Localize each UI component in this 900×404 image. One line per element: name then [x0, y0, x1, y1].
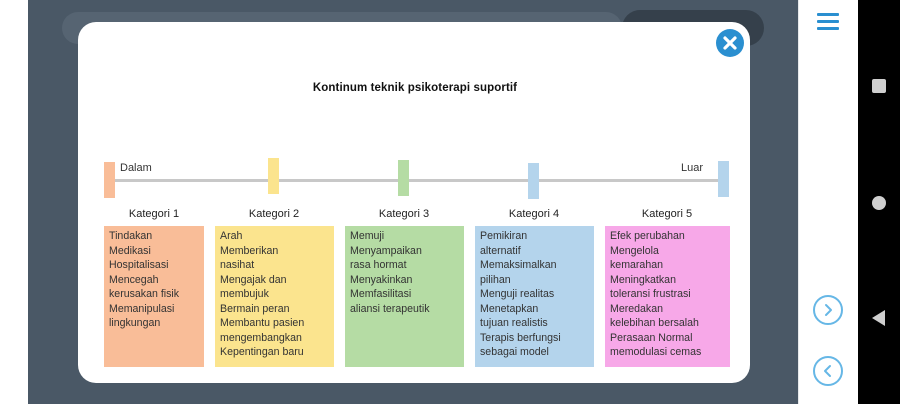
category-1-title: Kategori 1	[128, 208, 180, 220]
continuum-marker-3	[398, 160, 409, 196]
continuum-line	[110, 179, 722, 182]
category-3-item: Memfasilitasi	[350, 288, 412, 300]
category-1-item: lingkungan	[109, 317, 161, 329]
right-sidebar	[798, 0, 858, 404]
continuum-right-label: Luar	[681, 162, 704, 174]
category-1-item: Memanipulasi	[109, 302, 175, 315]
category-5-item: Meredakan	[610, 302, 663, 315]
category-4-item: Menetapkan	[480, 302, 539, 315]
previous-button[interactable]	[813, 356, 843, 386]
chevron-left-icon	[821, 364, 835, 378]
category-3-item: Menyampaikan	[350, 244, 422, 257]
category-3-item: Menyakinkan	[350, 273, 413, 286]
category-4-box	[475, 226, 594, 367]
home-icon[interactable]	[872, 196, 886, 210]
category-3-item: aliansi terapeutik	[350, 302, 430, 315]
hamburger-menu-icon[interactable]	[817, 13, 839, 33]
chevron-right-icon	[821, 303, 835, 317]
category-2-item: mengembangkan	[220, 331, 302, 344]
continuum-marker-1	[104, 162, 115, 198]
category-4-item: tujuan realistis	[480, 317, 548, 329]
continuum-marker-2	[268, 158, 279, 194]
continuum-marker-4	[528, 163, 539, 199]
category-2-item: Kepentingan baru	[220, 346, 304, 358]
close-icon	[716, 29, 744, 57]
category-4-item: Pemikiran	[480, 230, 528, 242]
category-1-item: Medikasi	[109, 244, 151, 257]
continuum-left-label: Dalam	[120, 162, 152, 174]
category-1-item: Hospitalisasi	[109, 259, 169, 271]
left-margin	[0, 0, 28, 404]
category-4-item: alternatif	[480, 244, 521, 257]
category-3-title: Kategori 3	[378, 208, 430, 220]
category-5-item: Meningkatkan	[610, 273, 676, 286]
category-5-item: memodulasi cemas	[610, 346, 702, 358]
close-button[interactable]	[716, 29, 744, 57]
diagram-title: Kontinum teknik psikoterapi suportif	[312, 82, 518, 94]
category-2-box	[215, 226, 334, 367]
category-5-item: kelebihan bersalah	[610, 317, 699, 329]
category-3-item: Memuji	[350, 230, 385, 242]
category-5-box	[605, 226, 730, 367]
category-3-box	[345, 226, 464, 367]
category-5-item: kemarahan	[610, 259, 663, 271]
category-4-item: Memaksimalkan	[480, 259, 557, 271]
category-2-item: Mengajak dan	[220, 273, 287, 286]
category-5-item: Perasaan Normal	[610, 331, 693, 344]
category-2-item: Bermain peran	[220, 302, 290, 315]
back-icon[interactable]	[872, 310, 885, 326]
category-2-item: Membantu pasien	[220, 317, 305, 329]
category-2-item: Memberikan	[220, 244, 279, 257]
category-2-item: membujuk	[220, 288, 269, 300]
category-5-item: Mengelola	[610, 244, 659, 257]
category-4-title: Kategori 4	[508, 208, 560, 220]
recent-apps-icon[interactable]	[872, 79, 886, 93]
category-5-title: Kategori 5	[641, 208, 693, 220]
next-button[interactable]	[813, 295, 843, 325]
continuum-marker-5	[718, 161, 729, 197]
category-4-item: pilihan	[480, 273, 511, 286]
category-5-item: toleransi frustrasi	[610, 288, 691, 300]
category-1-item: Tindakan	[109, 230, 153, 242]
category-4-item: Terapis berfungsi	[480, 331, 561, 344]
category-2-item: nasihat	[220, 259, 255, 271]
category-1-box	[104, 226, 204, 367]
category-4-item: Menguji realitas	[480, 288, 555, 300]
category-3-item: rasa hormat	[350, 259, 407, 271]
category-4-item: sebagai model	[480, 346, 549, 358]
category-1-item: Mencegah	[109, 273, 159, 286]
category-2-title: Kategori 2	[248, 208, 300, 220]
category-5-item: Efek perubahan	[610, 230, 685, 242]
category-1-item: kerusakan fisik	[109, 288, 180, 300]
category-2-item: Arah	[220, 230, 243, 242]
